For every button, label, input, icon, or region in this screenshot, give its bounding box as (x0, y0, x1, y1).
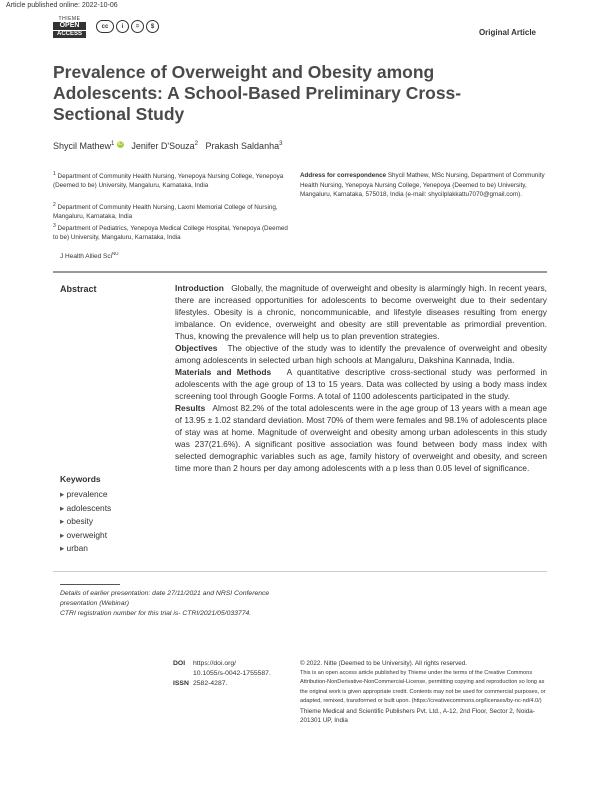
author-affil-sup: 1 (111, 141, 115, 147)
by-icon: i (116, 20, 129, 33)
cc-icon: cc (96, 20, 114, 33)
correspondence-text: Shycil Mathew, MSc Nursing, Department of Community Health Nursing, Yenepoya Nursing College, Yenepoya (Deemed to be) University, Mangaluru, Karnataka, 575018, India (e-mail: shycilplakkattu7070@gmail.com). (300, 172, 545, 198)
orcid-icon[interactable]: iD (118, 141, 123, 147)
publisher-address: Thieme Medical and Scientific Publishers Pvt. Ltd., A-12, 2nd Floor, Sector 2, Noida-201301 UP, India (300, 707, 535, 725)
nc-icon: $ (146, 20, 159, 33)
doi-value[interactable]: 10.1055/s-0042-1755587. (193, 670, 271, 677)
logo-line1: THIEME (58, 16, 81, 22)
correspondence-label: Address for correspondence (300, 172, 387, 179)
creative-commons-icons (96, 20, 159, 33)
abstract-objectives: Objectives The objective of the study was to identify the prevalence of overweight and obesity among adolescents in selected urban high schools at Mangaluru, Dakshina Kannada, India. (175, 343, 547, 365)
abstract-introduction: Introduction Globally, the magnitude of overweight and obesity is alarmingly high. In recent years, there are increased opportunities for adolescents to become overweight due to their sedentary lifestyles. Obesity is a chronic, noncommunicable, and lifestyle diseases resulting from energy imbalance. On evidence, overweight and obesity are still preventable as primordial prevention. Thus, knowing the prevalence will help us to plan prevention strategies. (175, 283, 547, 341)
affiliation: $^3$ Department of Pediatrics, Yenepoya Medical College Hospital, Yenepoya (Deemed to be) University, Mangaluru, Karnataka, India (53, 223, 288, 241)
presentation-details (60, 589, 292, 619)
keyword-item: ▸ prevalence (60, 488, 111, 502)
abstract-bottom-rule (53, 571, 547, 572)
copyright-block (300, 659, 550, 726)
author-name[interactable]: Shycil Mathew (53, 141, 112, 151)
article-type: Original Article (478, 28, 536, 37)
copyright-line: © 2022. Nitte (Deemed to be University). All rights reserved. (300, 660, 468, 667)
author-affil-sup: 2 (194, 141, 199, 147)
footnote-rule (60, 584, 120, 585)
abstract-heading: Abstract (60, 284, 97, 294)
ctri-line: CTRI registration number for this trial is- CTRI/2021/05/033774. (60, 610, 252, 617)
doi-block (173, 659, 271, 689)
doi-label: DOI (173, 660, 186, 667)
details-line: Details of earlier presentation: date 27/11/2021 and NRSI Conference presentation (Webinar) (60, 590, 270, 607)
journal-name: J Health Allied Sci$^{NU}$ (60, 251, 119, 261)
author-name[interactable]: Prakash Saldanha (205, 141, 280, 151)
affiliation: $^1$ Department of Community Health Nursing, Yenepoya Nursing College, Yenepoya (Deemed to be) University, Mangaluru, Karnataka, India (53, 171, 284, 189)
license-text: This is an open access article published by Thieme under the terms of the Creative Commons Attribution-NonDerivative-NonCommercial-License, permitting copying and reproduction so long as the original work is given appropriate credit. Contents may not be used for commercial purposes, or adapted, remixed, transformed or built upon. (https://creativecommons.org/licenses/by-nc-nd/4.0/) (300, 669, 546, 705)
abstract-results: Results Almost 82.2% of the total adolescents were in the age group of 13 years with a mean age of 13.95 ± 1.02 standard deviation. Most 70% of them were females and 98.1% of adolescents place of stay was at home. Magnitude of overweight and obesity among urban adolescents in this study was 237(21.6%). A significant positive association was found between body mass index with selected demographic variables such as age, family history of overweight and obesity, and screen time more than 2 hours per day among adolescents with a p less than 0.05 level of significance. (175, 403, 547, 473)
keyword-item: ▸ obesity (60, 515, 111, 529)
correspondence-address (300, 171, 545, 200)
issn-label: ISSN (173, 680, 189, 687)
affiliation: $^2$ Department of Community Health Nursing, Laxmi Memorial College of Nursing, Mangaluru, Karnataka, India (53, 202, 278, 220)
section-divider (53, 271, 547, 273)
author-list (53, 141, 282, 151)
author-name[interactable]: Jenifer D'Souza (131, 141, 195, 151)
logo-line3: ACCESS (53, 30, 86, 38)
keywords-heading: Keywords (60, 474, 101, 484)
keyword-item: ▸ adolescents (60, 502, 111, 516)
nd-icon: = (131, 20, 144, 33)
issn-value: 2582-4287. (193, 680, 228, 687)
keyword-item: ▸ overweight (60, 529, 111, 543)
logo-line2: OPEN (53, 22, 86, 30)
doi-link[interactable]: https://doi.org/ (193, 660, 237, 667)
publication-date: Article published online: 2022-10-06 (6, 2, 118, 9)
abstract-methods: Materials and Methods A quantitative descriptive cross-sectional study was performed in adolescents with the age group of 13 to 15 years. Data was collected by using a body mass index screening tool through Google Forms. A total of 1100 adolescents participated in the study. (175, 367, 548, 401)
thieme-open-access-logo (53, 16, 86, 42)
keywords-list (60, 488, 111, 556)
author-affil-sup: 3 (279, 141, 283, 147)
abstract-body (175, 282, 547, 474)
article-title: Prevalence of Overweight and Obesity among Adolescents: A School-Based Preliminary Cross-Sectional Study (53, 62, 462, 124)
keyword-item: ▸ urban (60, 542, 111, 556)
